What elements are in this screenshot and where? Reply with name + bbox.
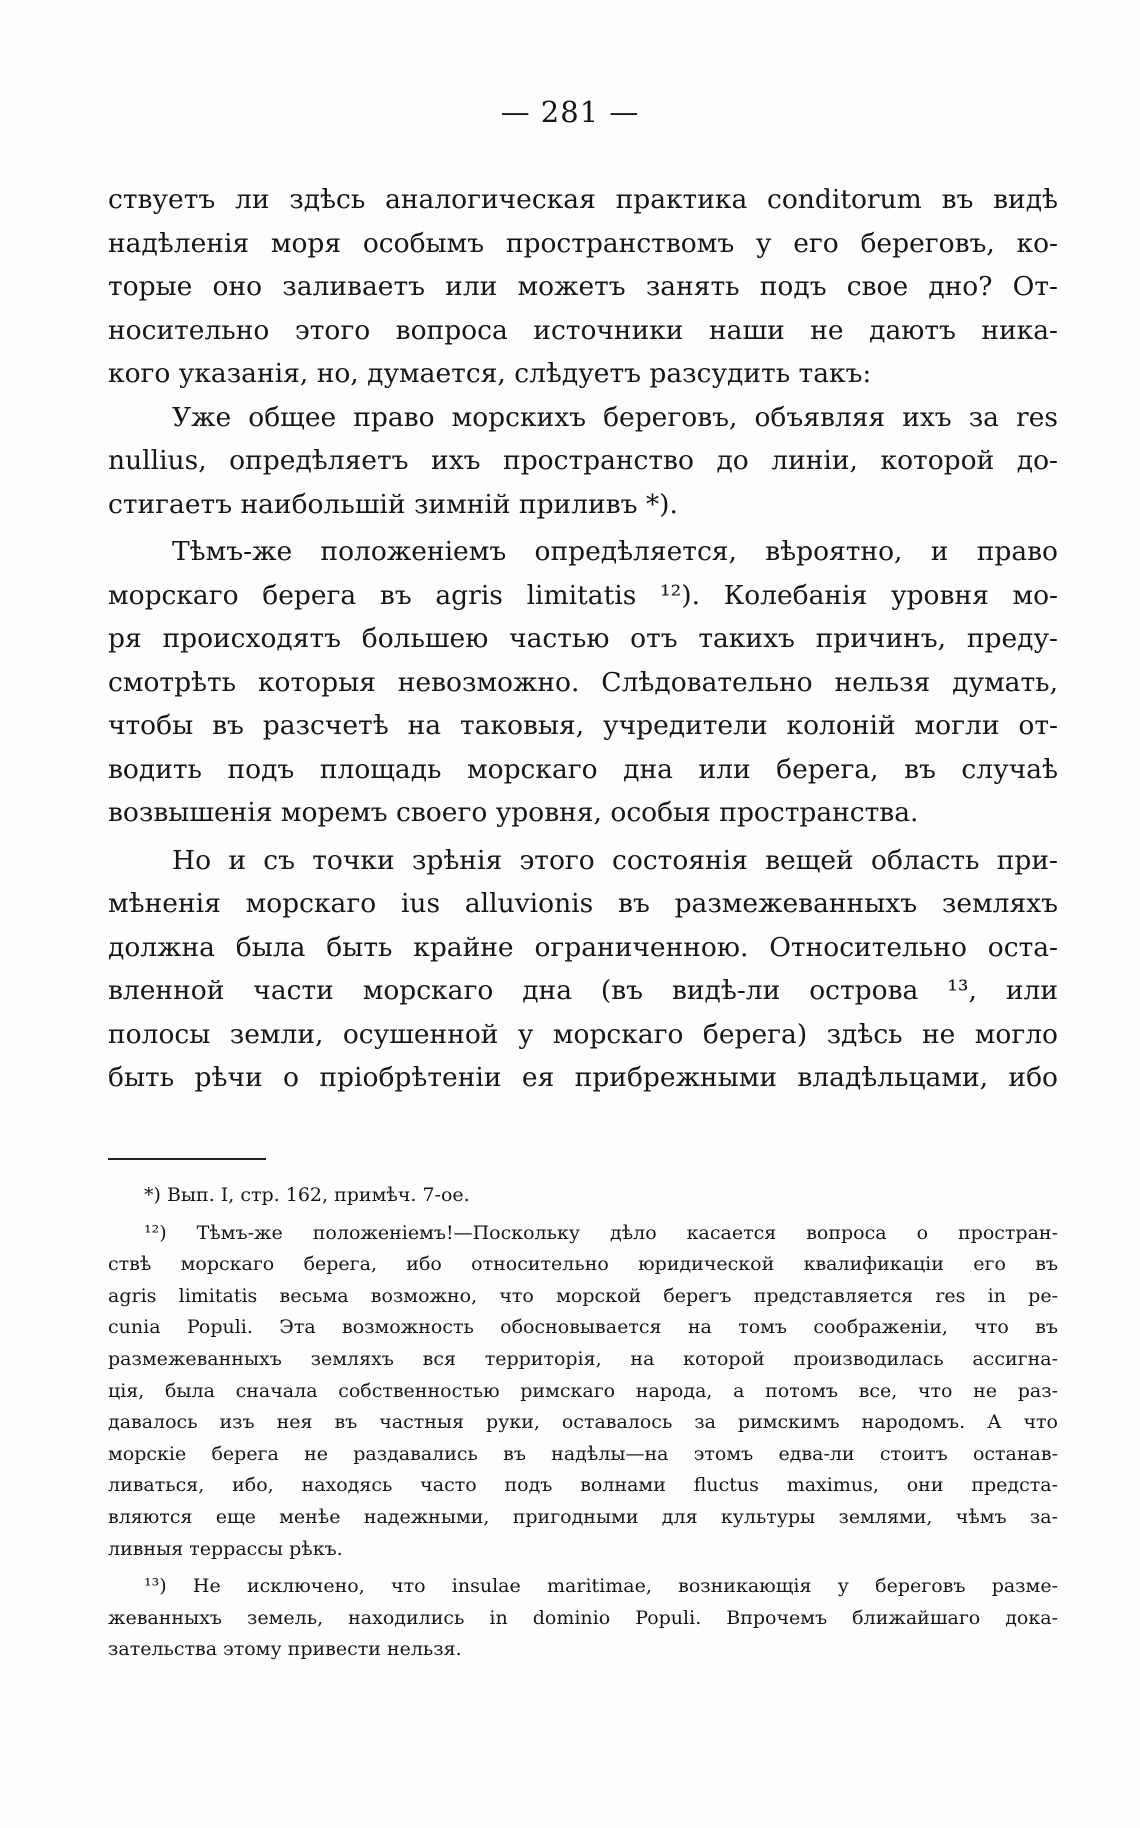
text-line: вленной части морскаго дна (въ видѣ-ли острова ¹³, или [108, 975, 1058, 1006]
text-line: чтобы въ разсчетѣ на таковыя, учредители колоній могли от- [108, 710, 1058, 741]
text-line: Тѣмъ-же положеніемъ опредѣляется, вѣроятно, и право [172, 536, 1058, 567]
text-line: смотрѣть которыя невозможно. Слѣдовательно нельзя думать, [108, 666, 1058, 698]
text-line: возвышенія моремъ своего уровня, особыя пространства. [108, 797, 919, 828]
text-line: полосы земли, осушенной у морскаго берега) здѣсь не могло [108, 1018, 1058, 1050]
text-line: кого указанія, но, думается, слѣдуетъ разсудить такъ: [108, 358, 872, 389]
footnote-line: ¹²) Тѣмъ-же положеніемъ!—Поскольку дѣло касается вопроса о простран- [144, 1221, 1058, 1244]
main-text [108, 178, 1058, 1100]
text-line: водить подъ площадь морскаго дна или берега, въ случаѣ [108, 753, 1058, 785]
text-line: надѣленія моря особымъ пространствомъ у его береговъ, ко- [108, 227, 1058, 259]
footnote-line: ливаться, ибо, находясь часто подъ волнами fluctus maximus, они предста- [108, 1474, 1058, 1497]
text-line: должна была быть крайне ограниченною. Относительно оста- [108, 931, 1058, 963]
footnotes [108, 1180, 1058, 1666]
text-line: торые оно заливаетъ или можетъ занять подъ свое дно? От- [108, 271, 1058, 302]
footnote-line: вляются еще менѣе надежными, пригодными для культуры землями, чѣмъ за- [108, 1505, 1058, 1528]
footnote-line: размежеванныхъ земляхъ вся территорія, на которой производилась ассигна- [108, 1347, 1058, 1370]
footnote-line: ствѣ морскаго берега, ибо относительно юридической квалификаціи его въ [108, 1253, 1058, 1276]
text-line: ствуетъ ли здѣсь аналогическая практика conditorum въ видѣ [108, 184, 1058, 215]
footnote-line: ливныя террассы рѣкъ. [108, 1537, 343, 1560]
footnote-line: ¹³) Не исключено, что insulae maritimae, возникающія у береговъ разме- [144, 1575, 1058, 1598]
footnote-line: cunia Populi. Эта возможность обосновывается на томъ соображеніи, что въ [108, 1316, 1058, 1339]
page-number: — 281 — [500, 95, 640, 129]
footnote-line: зательства этому привести нельзя. [108, 1638, 462, 1661]
text-line: nullius, опредѣляетъ ихъ пространство до линіи, которой до- [108, 445, 1058, 476]
text-line: ря происходятъ большею частью отъ такихъ причинъ, преду- [108, 623, 1058, 654]
text-line: Уже общее право морскихъ береговъ, объявляя ихъ за res [172, 401, 1058, 433]
footnote-line: agris limitatis весьма возможно, что морской берегъ представляется res in pe- [108, 1284, 1058, 1307]
footnote-line: жеванныхъ земель, находились in dominio Populi. Впрочемъ ближайшаго дока- [108, 1606, 1058, 1629]
footnote-line: давалось изъ нея въ частныя руки, оставалось за римскимъ народомъ. А что [108, 1411, 1058, 1434]
footnote-line: *) Вып. I, стр. 162, примѣч. 7-ое. [144, 1184, 470, 1206]
text-line: Но и съ точки зрѣнія этого состоянія вещей область при- [172, 844, 1058, 876]
text-line: быть рѣчи о пріобрѣтеніи ея прибрежными владѣльцами, ибо [108, 1062, 1058, 1093]
footnote-divider [108, 1158, 266, 1160]
text-line: мѣненія морскаго ius alluvionis въ размежеванныхъ земляхъ [108, 888, 1058, 919]
text-line: морскаго берега въ agris limitatis ¹²). Колебанія уровня мо- [108, 579, 1058, 611]
text-line: носительно этого вопроса источники наши не даютъ ника- [108, 314, 1058, 346]
footnote-line: морскіе берега не раздавались въ надѣлы—на этомъ едва-ли стоитъ останав- [108, 1442, 1058, 1465]
footnote-line: ція, была сначала собственностью римскаго народа, а потомъ все, что не раз- [108, 1379, 1058, 1402]
text-line: стигаетъ наибольшій зимній приливъ *). [108, 488, 678, 520]
